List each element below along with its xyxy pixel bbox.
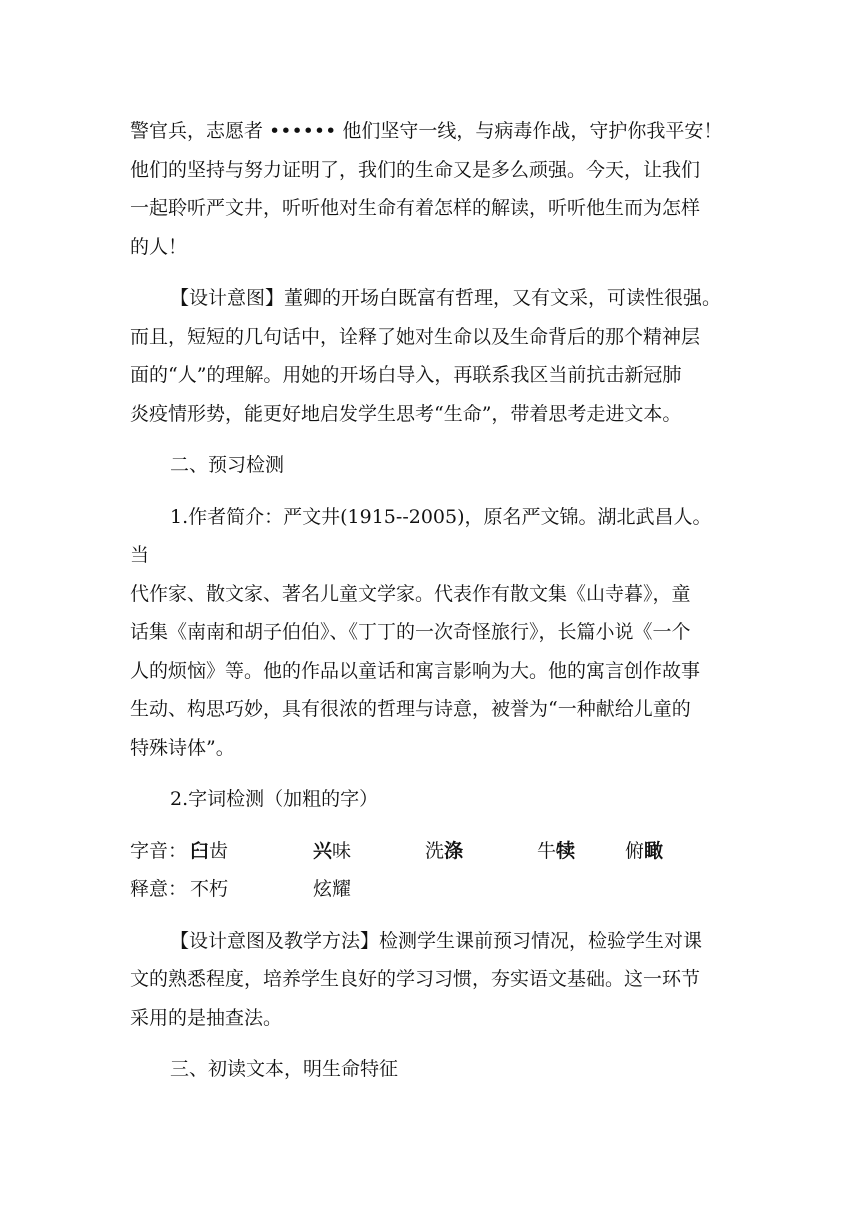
paragraph-design-intent-2 — [130, 922, 730, 1038]
char: 味 — [332, 839, 352, 862]
text-line: 一起聆听严文井，听听他对生命有着怎样的解读，听听他生而为怎样 — [130, 197, 701, 219]
text-line: 面的“人”的理解。用她的开场白导入，再联系我区当前抗击新冠肺 — [130, 364, 682, 386]
text-line: 【设计意图及教学方法】检测学生课前预习情况，检验学生对课 — [170, 929, 703, 952]
bold-char: 涤 — [444, 839, 464, 862]
word-3 — [425, 832, 537, 871]
text-line: 他们的坚持与努力证明了，我们的生命又是多么顽强。今天，让我们 — [130, 158, 701, 181]
text-line: 人的烦恼》等。他的作品以童话和寓言影响为大。他的寓言创作故事 — [130, 659, 701, 682]
meaning-label: 释意： — [130, 878, 188, 900]
char: 牛 — [537, 839, 557, 862]
text-line: 话集《南南和胡子伯伯》、《丁丁的一次奇怪旅行》，长篇小说《一个 — [130, 621, 691, 643]
section-heading-first-reading: 三、初读文本，明生命特征 — [170, 1058, 399, 1080]
text-line: 特殊诗体”。 — [130, 736, 235, 759]
paragraph-author-intro — [130, 498, 730, 768]
char: 俯 — [625, 839, 645, 862]
pronunciation-row — [130, 832, 730, 871]
bold-char: 兴 — [313, 839, 333, 862]
text-line: 炎疫情形势，能更好地启发学生思考“生命”，带着思考走进文本。 — [130, 402, 682, 425]
bold-char: 臼 — [190, 839, 210, 862]
item-word-check: 2.字词检测（加粗的字） — [170, 788, 379, 810]
word-1 — [190, 832, 313, 871]
word-5 — [625, 832, 663, 871]
text-line: 代作家、散文家、著名儿童文学家。代表作有散文集《山寺暮》，童 — [130, 582, 691, 605]
word-2 — [313, 832, 425, 871]
document-body — [130, 112, 730, 1089]
char: 洗 — [425, 839, 445, 862]
meaning-word-2: 炫耀 — [313, 878, 352, 900]
paragraph-intro-continued — [130, 112, 730, 266]
paragraph-design-intent-1 — [130, 279, 730, 433]
meaning-word-1: 不朽 — [190, 878, 229, 900]
text-line: 生动、构思巧妙，具有很浓的哲理与诗意，被誉为“一种献给儿童的 — [130, 698, 691, 720]
word-4 — [537, 832, 625, 871]
section-heading-preview-check: 二、预习检测 — [170, 454, 285, 476]
text-line: 而且，短短的几句话中，诠释了她对生命以及生命背后的那个精神层 — [130, 325, 701, 348]
bold-char: 犊 — [556, 839, 576, 862]
meaning-row — [130, 870, 730, 909]
text-line: 【设计意图】董卿的开场白既富有哲理，又有文采，可读性很强。 — [170, 287, 722, 309]
text-line: 的人！ — [130, 235, 188, 258]
text-line: 采用的是抽查法。 — [130, 1006, 283, 1029]
text-line: 1.作者简介：严文井(1915--2005)，原名严文锦。湖北武昌人。当 — [130, 505, 712, 566]
pronunciation-label: 字音： — [130, 839, 188, 862]
char: 齿 — [209, 839, 229, 862]
bold-char: 瞰 — [644, 839, 664, 862]
text-line: 文的熟悉程度，培养学生良好的学习习惯，夯实语文基础。这一环节 — [130, 968, 701, 990]
text-line: 警官兵，志愿者 •••••• 他们坚守一线，与病毒作战，守护你我平安！ — [130, 120, 723, 142]
